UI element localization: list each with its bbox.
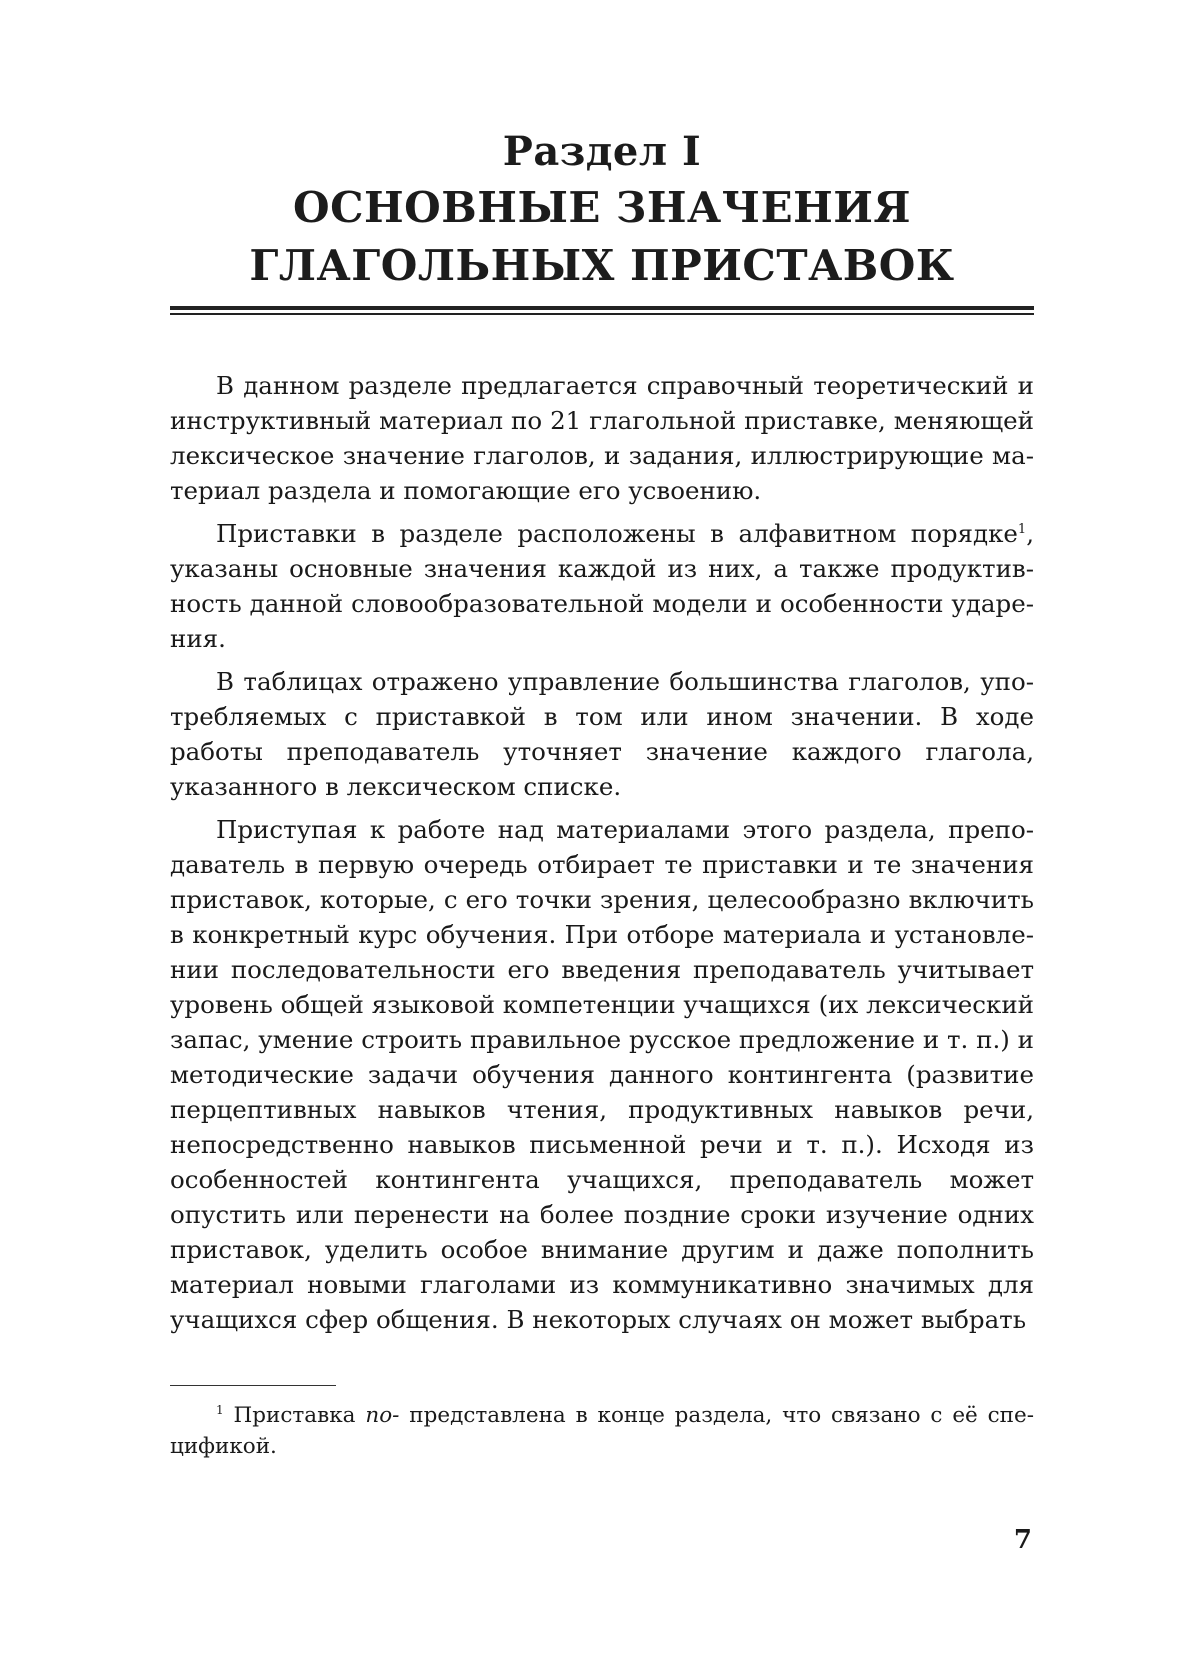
heading-rule-thin xyxy=(170,313,1034,315)
heading-rule-thick xyxy=(170,306,1034,310)
section-title-line-1: ОСНОВНЫЕ ЗНАЧЕНИЯ xyxy=(292,183,911,232)
paragraph: В таблицах отражено управление большинства глаголов, употребляемых с приставкой в том или ином значении. В ходе работы преподаватель уточняет значение каждого глагола, указанного в лексическом списке. xyxy=(170,667,1034,801)
paragraph: В данном разделе предлагается справочный теоретический и инструктивный материал по 21 глагольной приставке, меняющей лексическое значение глаголов, и задания, иллюстрирующие материал раздела и помогающие его усвоению. xyxy=(170,371,1034,505)
footnote-separator xyxy=(170,1385,336,1386)
footnote-italic-term: по- xyxy=(365,1403,400,1428)
section-title-line-2: ГЛАГОЛЬНЫХ ПРИСТАВОК xyxy=(249,241,955,290)
paragraph-text: , указаны основные значения каждой из них, а также продуктивность данной словообразовательной модели и особенности ударения. xyxy=(170,519,1034,653)
page-number: 7 xyxy=(1013,1525,1032,1555)
paragraph: Приступая к работе над материалами этого раздела, преподаватель в первую очередь отбирает те приставки и те значения приставок, которые, с его точки зрения, целесообразно включить в конкретный курс обучения. При отборе материала и установлении последовательности его введения преподаватель учитывает уровень общей языковой компетенции учащихся (их лексический запас, умение строить правильное русское предложение и т. п.) и методические задачи обучения данного контингента (развитие перцептивных навыков чтения, продуктивных навыков речи, непосредственно навыков письменной речи и т. п.). Исходя из особенностей контингента учащихся, преподаватель может опустить или перенести на более поздние сроки изучение одних приставок, уделить особое внимание другим и даже пополнить материал новыми глаголами из коммуникативно значимых для учащихся сфер общения. В некоторых случаях он может выбрать xyxy=(170,815,1034,1334)
paragraph-text: Приставки в разделе расположены в алфавитном порядке xyxy=(216,519,1018,548)
footnote-mark: 1 xyxy=(216,1402,224,1417)
footnote-reference[interactable]: 1 xyxy=(1017,521,1027,537)
footnote-text: представлена в конце раздела, что связано с её спецификой. xyxy=(170,1403,1034,1459)
footnote-text: Приставка xyxy=(233,1403,366,1428)
section-label: Раздел I xyxy=(502,128,702,175)
section-heading xyxy=(170,125,1034,295)
body-text xyxy=(170,368,1034,1345)
paragraph xyxy=(170,516,1034,656)
footnote xyxy=(170,1400,1034,1462)
